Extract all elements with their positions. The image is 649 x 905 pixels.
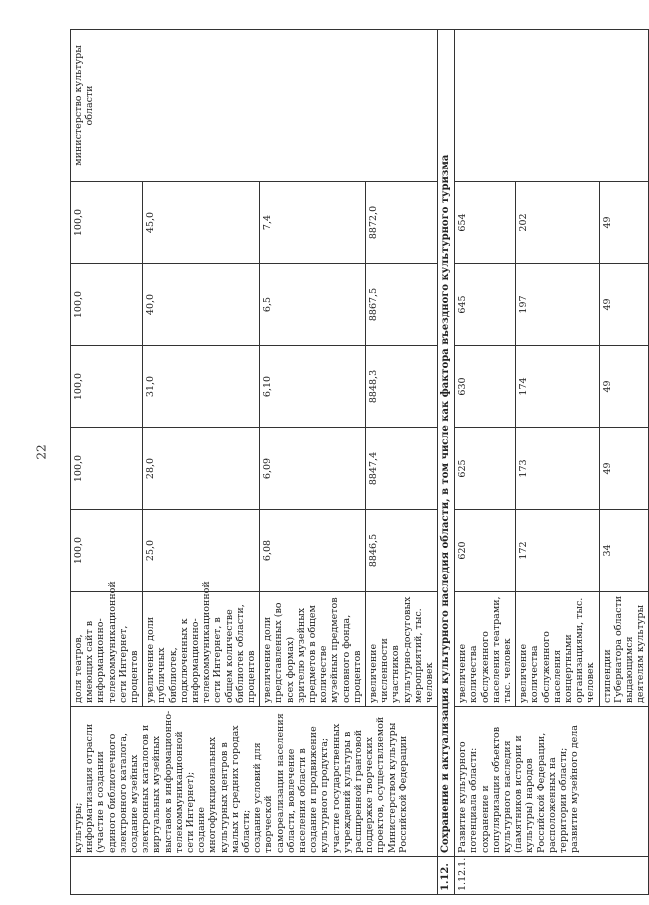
indicator-value: 25,0 [143,510,260,592]
indicator-value: 197 [516,264,599,346]
indicator-value: 645 [455,264,516,346]
indicator-value: 6,09 [260,428,366,510]
indicator-value: 174 [516,346,599,428]
indicator-value: 49 [599,428,649,510]
indicator-value: 34 [599,510,649,592]
executor-empty [455,30,649,182]
indicator-value: 202 [516,182,599,264]
indicator-name: доля театров, имеющих сайт в информационно-телекоммуникационной сети Интернет, процентов [71,592,143,707]
indicator-value: 173 [516,428,599,510]
executor: министерство культуры области [71,30,438,182]
indicator-value: 49 [599,346,649,428]
indicator-name: увеличение численности участников культурно-досуговых мероприятий, тыс. человек [366,592,438,707]
indicator-value: 7,4 [260,182,366,264]
indicator-value: 49 [599,182,649,264]
indicator-value: 6,10 [260,346,366,428]
indicator-value: 100,0 [71,182,143,264]
indicator-name: увеличение доли представленных (во всех формах) зрителю музейных предметов в общем количестве музейных предметов основного фонда, процентов [260,592,366,707]
section-row [438,30,455,895]
indicator-name: увеличение количества обслуженного населения театрами, тыс. человек [455,592,516,707]
indicator-value: 630 [455,346,516,428]
table-row [71,30,143,895]
indicator-value: 8848,3 [366,346,438,428]
table-row [455,30,516,895]
event-description: Развитие культурного потенциала области: сохранение и популяризация объектов культурного наследия (памятников истории и культуры) народов Российской Федерации, расположенных на территории области; развитие музейного дела [455,707,649,857]
indicator-value: 100,0 [71,428,143,510]
indicator-value: 31,0 [143,346,260,428]
indicator-name: увеличение количества обслуженного населения концертными организациями, тыс. человек [516,592,599,707]
row-number [71,857,438,895]
indicator-value: 40,0 [143,264,260,346]
indicator-value: 8847,4 [366,428,438,510]
indicator-value: 8846,5 [366,510,438,592]
page-number: 22 [34,444,49,460]
indicator-value: 620 [455,510,516,592]
indicator-value: 49 [599,264,649,346]
indicator-value: 100,0 [71,264,143,346]
rotated-table-container [70,45,647,895]
indicator-value: 6,5 [260,264,366,346]
indicator-name: стипендии Губернатора области выдающимся деятелям культуры [599,592,649,707]
indicator-value: 100,0 [71,510,143,592]
row-number: 1.12.1. [455,857,649,895]
indicator-value: 100,0 [71,346,143,428]
event-description: культуры; информатизация отрасли (участие в создании единого библиотечного электронного каталога, создание музейных электронных каталогов и виртуальных музейных выставок в информационно-телекоммуникационной сети Интернет); создание многофункциональных культурных центров в малых и средних городах области; создание условий для творческой самореализации населения области, вовлечение населения области в создание и продвижение культурного продукта; участие государственных учреждений культуры в расширенной грантовой поддержке творческих проектов, осуществляемой Министерством культуры Российской Федерации [71,707,438,857]
indicator-value: 625 [455,428,516,510]
indicator-value: 8872,0 [366,182,438,264]
program-table [70,29,649,895]
indicator-value: 45,0 [143,182,260,264]
indicator-name: увеличение доли публичных библиотек, подключенных к информационно-телекоммуникационной сети Интернет, в общем количестве библиотек области, процентов [143,592,260,707]
section-number: 1.12. [438,857,455,895]
indicator-value: 28,0 [143,428,260,510]
section-title: Сохранение и актуализация культурного наследия области, в том числе как фактора въездного культурного туризма [438,30,455,857]
indicator-value: 172 [516,510,599,592]
indicator-value: 654 [455,182,516,264]
indicator-value: 8867,5 [366,264,438,346]
indicator-value: 6,08 [260,510,366,592]
